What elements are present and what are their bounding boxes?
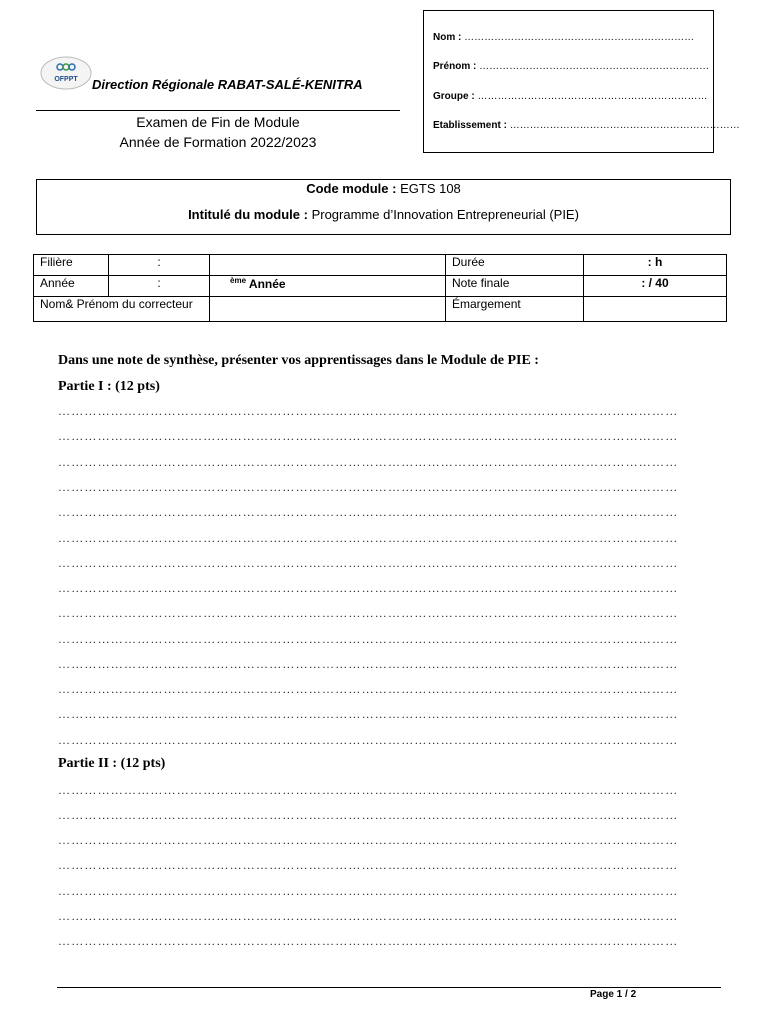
answer-line[interactable]: ……………………………………………………………………………………………………………………………: [58, 404, 679, 418]
answer-line[interactable]: ……………………………………………………………………………………………………………………………: [58, 606, 679, 620]
note-finale-value[interactable]: : / 40: [584, 276, 727, 297]
filiere-colon: :: [109, 255, 210, 276]
student-info-box: [423, 10, 740, 153]
answer-line[interactable]: ……………………………………………………………………………………………………………………………: [58, 833, 679, 847]
formation-year: Année de Formation 2022/2023: [119, 134, 317, 150]
emargement-value-cell[interactable]: [584, 297, 727, 322]
answer-line[interactable]: ……………………………………………………………………………………………………………………………: [58, 531, 679, 545]
answer-line[interactable]: ……………………………………………………………………………………………………………………………: [58, 657, 679, 671]
nom-label: Nom :: [433, 32, 462, 43]
module-code-value: EGTS 108: [400, 181, 461, 196]
etablissement-dots: ……………………………………………………………: [509, 120, 740, 131]
correcteur-value-cell[interactable]: [210, 297, 446, 322]
module-title-line: [37, 207, 730, 222]
answer-line[interactable]: ……………………………………………………………………………………………………………………………: [58, 884, 679, 898]
answer-line[interactable]: ……………………………………………………………………………………………………………………………: [58, 934, 679, 948]
instruction: Dans une note de synthèse, présenter vos apprentissages dans le Module de PIE :: [58, 353, 539, 368]
note-finale-label: Note finale: [446, 276, 584, 297]
duree-value[interactable]: : h: [584, 255, 727, 276]
module-code-label: Code module :: [306, 181, 397, 196]
module-title-value: Programme d’Innovation Entrepreneurial (PIE): [311, 207, 579, 222]
module-title-label: Intitulé du module :: [188, 207, 308, 222]
filiere-label: Filière: [34, 255, 109, 276]
answer-line[interactable]: ……………………………………………………………………………………………………………………………: [58, 733, 679, 747]
answer-line[interactable]: ……………………………………………………………………………………………………………………………: [58, 808, 679, 822]
prenom-dots: ……………………………………………………………: [479, 61, 710, 72]
emargement-label: Émargement: [446, 297, 584, 322]
answer-line[interactable]: ……………………………………………………………………………………………………………………………: [58, 632, 679, 646]
eme-superscript: ème: [230, 276, 247, 285]
answer-line[interactable]: ……………………………………………………………………………………………………………………………: [58, 429, 679, 443]
annee-value-cell[interactable]: [210, 276, 446, 297]
annee-label: Année: [34, 276, 109, 297]
answer-line[interactable]: ……………………………………………………………………………………………………………………………: [58, 480, 679, 494]
filiere-value-cell[interactable]: [210, 255, 446, 276]
answer-line[interactable]: ……………………………………………………………………………………………………………………………: [58, 682, 679, 696]
footer-divider: [57, 987, 721, 988]
exam-title-block: [36, 112, 400, 152]
etablissement-field[interactable]: [433, 120, 740, 131]
groupe-field[interactable]: [433, 91, 707, 102]
logo-text: OFPPT: [54, 76, 78, 83]
answer-line[interactable]: ……………………………………………………………………………………………………………………………: [58, 707, 679, 721]
prenom-field[interactable]: [433, 61, 709, 72]
nom-dots: ……………………………………………………………: [464, 32, 695, 43]
table-row: [34, 276, 727, 297]
part-one-heading: Partie I : (12 pts): [58, 379, 160, 394]
annee-value: Année: [248, 277, 286, 291]
module-code-line: [37, 181, 730, 196]
nom-field[interactable]: [433, 32, 694, 43]
answer-line[interactable]: ……………………………………………………………………………………………………………………………: [58, 783, 679, 797]
direction-title: Direction Régionale RABAT-SALÉ-KENITRA: [92, 77, 363, 92]
info-table: [33, 254, 727, 322]
answer-line[interactable]: ……………………………………………………………………………………………………………………………: [58, 858, 679, 872]
part-two-heading: Partie II : (12 pts): [58, 756, 166, 771]
answer-line[interactable]: ……………………………………………………………………………………………………………………………: [58, 455, 679, 469]
answer-line[interactable]: ……………………………………………………………………………………………………………………………: [58, 909, 679, 923]
answer-line[interactable]: ……………………………………………………………………………………………………………………………: [58, 581, 679, 595]
header-divider: [36, 110, 400, 111]
groupe-label: Groupe :: [433, 91, 475, 102]
ofppt-logo: [40, 56, 92, 90]
etablissement-label: Etablissement :: [433, 120, 507, 131]
table-row: [34, 255, 727, 276]
prenom-label: Prénom :: [433, 61, 477, 72]
duree-label: Durée: [446, 255, 584, 276]
table-row: [34, 297, 727, 322]
answer-line[interactable]: ……………………………………………………………………………………………………………………………: [58, 556, 679, 570]
correcteur-label: Nom& Prénom du correcteur: [34, 297, 210, 322]
annee-colon: :: [109, 276, 210, 297]
exam-title: Examen de Fin de Module: [136, 114, 300, 130]
page-number: Page 1 / 2: [590, 989, 637, 1000]
answer-line[interactable]: ……………………………………………………………………………………………………………………………: [58, 505, 679, 519]
groupe-dots: ……………………………………………………………: [477, 91, 708, 102]
module-box: [36, 179, 731, 235]
